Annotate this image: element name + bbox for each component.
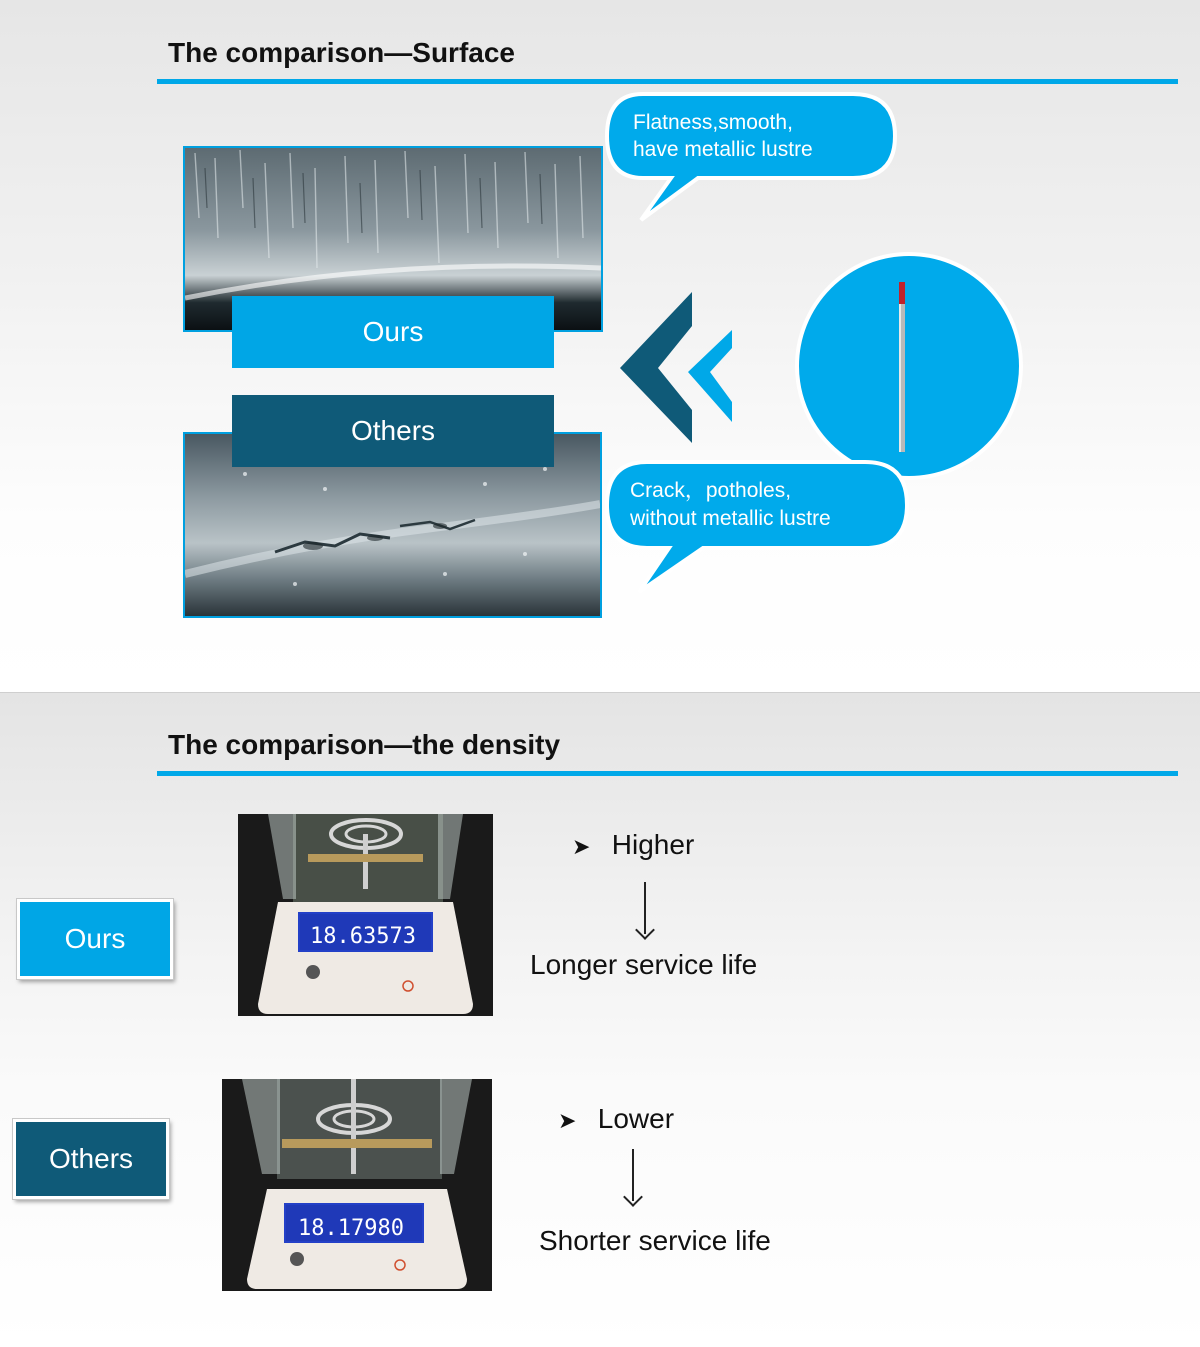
surface-title: The comparison—Surface xyxy=(168,37,515,68)
others-level-line xyxy=(558,1103,674,1135)
ours-density-scale-photo xyxy=(238,814,493,1016)
ours-label: Ours xyxy=(232,296,554,368)
others-lcd-reading: 18.17980 xyxy=(298,1216,404,1241)
others-level-text: Lower xyxy=(597,1103,675,1134)
others-bubble-line1: Crack，potholes, xyxy=(630,479,792,502)
down-arrow-head xyxy=(635,920,655,940)
ours-level-text: Higher xyxy=(611,829,695,860)
ours-level-line xyxy=(572,829,694,861)
others-result-text: Shorter service life xyxy=(539,1225,771,1256)
down-arrow-head xyxy=(623,1187,643,1207)
density-title-rule xyxy=(157,771,1178,776)
bullet-arrow-icon: ➤ xyxy=(558,1108,577,1133)
bullet-arrow-icon: ➤ xyxy=(572,834,591,859)
electrode-circle xyxy=(792,250,1026,482)
others-label: Others xyxy=(232,395,554,467)
density-ours-label: Ours xyxy=(17,899,173,979)
chevron-left-icon xyxy=(618,290,738,445)
density-panel xyxy=(0,692,1200,1347)
others-density-scale-photo xyxy=(222,1079,492,1291)
ours-bubble-line1: Flatness,smooth, xyxy=(633,111,793,134)
density-others-label: Others xyxy=(13,1119,169,1199)
density-title: The comparison—the density xyxy=(168,729,561,760)
ours-lcd-reading: 18.63573 xyxy=(310,924,416,949)
others-bubble-line2: without metallic lustre xyxy=(630,507,831,530)
others-speech-bubble xyxy=(603,458,913,598)
surface-title-rule xyxy=(157,79,1178,84)
ours-bubble-line2: have metallic lustre xyxy=(633,138,813,161)
ours-result-text: Longer service life xyxy=(530,949,758,980)
ours-speech-bubble xyxy=(603,90,899,225)
